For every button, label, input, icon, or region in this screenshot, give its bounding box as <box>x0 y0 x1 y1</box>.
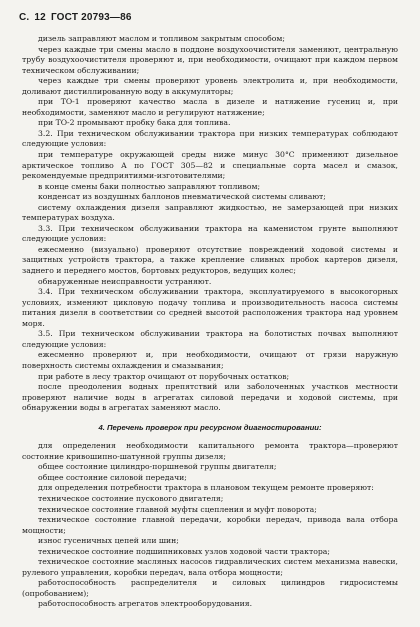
check-item: работоспособность агрегатов электрооборудования. <box>38 599 253 609</box>
page-number: 12 <box>34 12 46 23</box>
check-item: работоспособность распределителя и силовых цилиндров гидросистемы (опробованием); <box>22 578 398 598</box>
check-item: общее состояние силовой передачи; <box>38 472 187 482</box>
paragraph: при работе в лесу трактор очищают от порубочных остатков; <box>38 371 290 381</box>
check-item: техническое состояние главной передачи, коробки передач, привода вала отбора мощности; <box>22 515 398 535</box>
page-letter: С. <box>19 12 30 23</box>
check-item: общее состояние цилиндро-поршневой группы двигателя; <box>38 462 277 472</box>
paragraph: после преодоления водных препятствий или заболоченных участков местности проверяют наличие воды в агрегатах силовой передачи и ходовой системы, при обнаружении воды в агрегатах заменяют масло. <box>22 382 398 413</box>
paragraph: через каждые три смены проверяют уровень электролита и, при необходимости, доливают дистиллированную воду в аккумуляторы; <box>22 76 398 96</box>
clause-3-3: 3.3. При техническом обслуживании трактора на каменистом грунте выполняют следующие условия: <box>22 223 398 244</box>
paragraph: в конце смены баки полностью заправляют топливом; <box>38 181 261 191</box>
page-header <box>19 12 137 23</box>
check-item: техническое состояние подшипниковых узлов ходовой части трактора; <box>38 546 330 556</box>
paragraph: при температуре окружающей среды ниже минус 30°С применяют дизельное арктическое топливо А по ГОСТ 305—82 и специальные сорта масел и смазок, рекомендуемые предприятиями-изготовителями; <box>22 150 398 181</box>
clause-3-5: 3.5. При техническом обслуживании трактора на болотистых почвах выполняют следующие условия: <box>22 329 398 349</box>
paragraph: ежесменно (визуально) проверяют отсутствие повреждений ходовой системы и защитных устройств трактора, а также крепление сливных пробок картеров дизеля, заднего и переднего мостов, бортовых редукторов, ведущих колес; <box>22 244 398 276</box>
check-item: для определения необходимости капитального ремонта трактора—проверяют состояние кривошипно-шатунной группы дизеля; <box>22 441 398 461</box>
check-item: износ гусеничных цепей или шин; <box>38 536 179 546</box>
document-body <box>22 34 398 610</box>
paragraph: дизель заправляют маслом и топливом закрытым способом; <box>38 34 285 43</box>
paragraph: при ТО-1 проверяют качество масла в дизеле и натяжение гусениц и, при необходимости, заменяют масло и регулируют натяжение; <box>22 97 398 117</box>
paragraph: конденсат из воздушных баллонов пневматической системы сливают; <box>38 192 326 202</box>
clause-3-2: 3.2. При техническом обслуживании трактора при низких температурах соблюдают следующие условия: <box>22 128 398 149</box>
check-item: техническое состояние главной муфты сцепления и муфт поворота; <box>38 504 317 514</box>
check-item: для определения потребности трактора в плановом текущем ремонте проверяют: <box>38 483 374 493</box>
check-item: техническое состояние масляных насосов гидравлических систем механизма навески, рулевого управления, коробки передач, вала отбора мощности; <box>22 557 398 577</box>
paragraph: ежесменно проверяют и, при необходимости, очищают от грязи наружную поверхность системы охлаждения и смазывания; <box>22 350 398 370</box>
paragraph: обнаруженные неисправности устраняют. <box>38 276 212 286</box>
check-item: техническое состояние пускового двигателя; <box>38 493 224 503</box>
standard-code: ГОСТ 20793—86 <box>50 12 132 23</box>
section-heading: 4. Перечень проверок при ресурсном диагностировании: <box>98 422 322 432</box>
clause-3-4: 3.4. При техническом обслуживании трактора, эксплуатируемого в высокогорных условиях, изменяют цикловую подачу топлива и производительность насоса системы питания дизеля в соответствии со средней высотой расположения трактора над уровнем моря. <box>22 287 398 328</box>
paragraph: систему охлаждения дизеля заправляют жидкостью, не замерзающей при низких температурах воздуха. <box>22 202 398 223</box>
paragraph: при ТО-2 промывают пробку бака для топлива. <box>38 118 231 128</box>
paragraph: через каждые три смены масло в поддоне воздухоочистителя заменяют, центральную трубу воздухоочистителя проверяют и, при необходимости, очищают при каждом первом техническом обслуживании; <box>22 44 398 75</box>
